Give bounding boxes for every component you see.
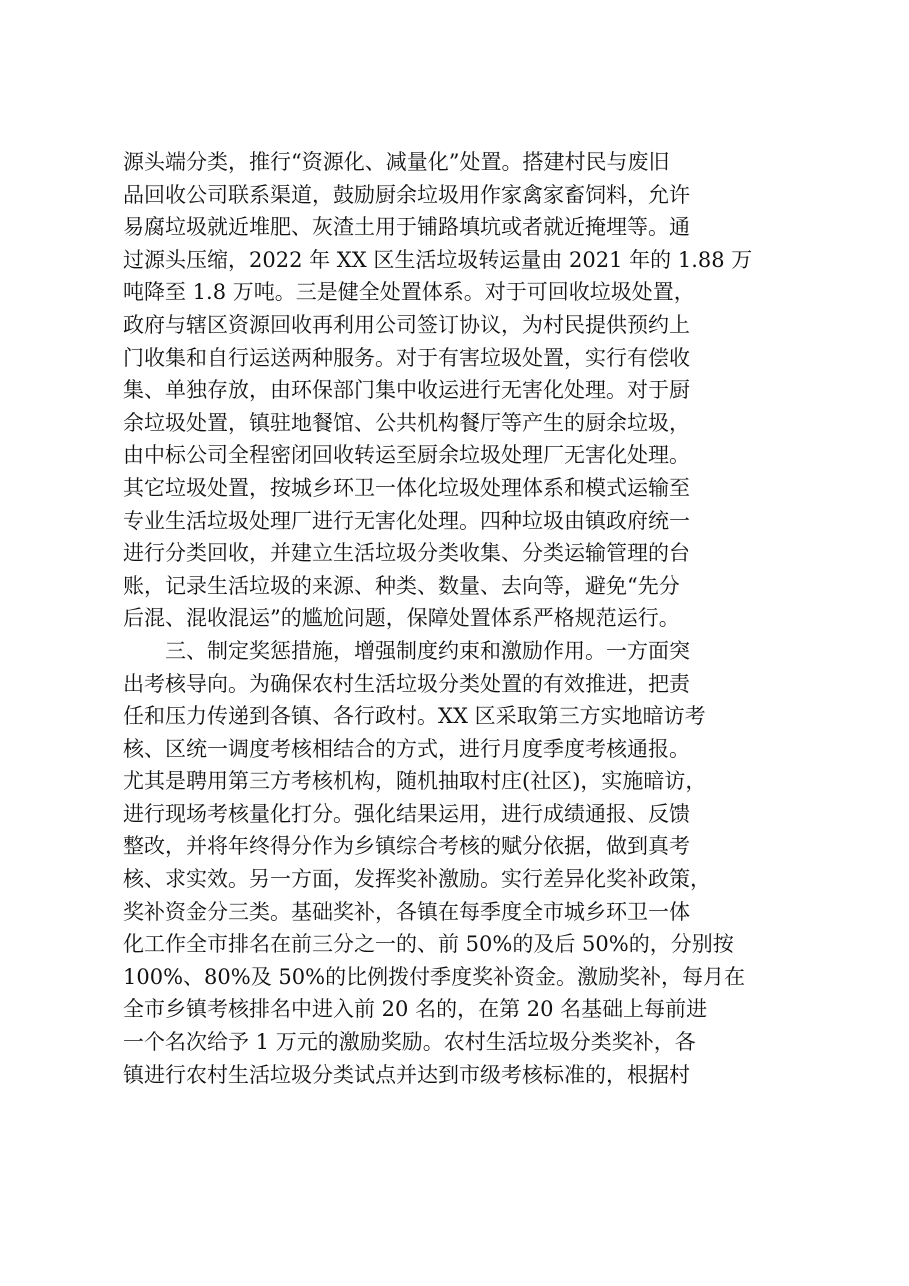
text-line: 门收集和自行运送两种服务。对于有害垃圾处置，实行有偿收	[123, 345, 690, 370]
text-line: 核、求实效。另一方面，发挥奖补激励。实行差异化奖补政策，	[123, 867, 711, 892]
text-line: 进行现场考核量化打分。强化结果运用，进行成绩通报、反馈	[123, 801, 690, 826]
text-line: 专业生活垃圾处理厂进行无害化处理。四种垃圾由镇政府统一	[123, 508, 690, 533]
text-line: 由中标公司全程密闭回收转运至厨余垃圾处理厂无害化处理。	[123, 443, 690, 468]
text-line: 出考核导向。为确保农村生活垃圾分类处置的有效推进，把责	[123, 671, 690, 696]
text-line: 尤其是聘用第三方考核机构，随机抽取村庄(社区)，实施暗访，	[123, 769, 707, 794]
text-line: 吨降至 1.8 万吨。三是健全处置体系。对于可回收垃圾处置，	[123, 280, 695, 305]
text-line: 全市乡镇考核排名中进入前 20 名的，在第 20 名基础上每前进	[123, 997, 708, 1022]
text-line: 进行分类回收，并建立生活垃圾分类收集、分类运输管理的台	[123, 541, 690, 566]
text-line: 核、区统一调度考核相结合的方式，进行月度季度考核通报。	[123, 736, 690, 761]
text-line: 一个名次给予 1 万元的激励奖励。农村生活垃圾分类奖补，各	[123, 1030, 696, 1055]
text-line: 任和压力传递到各镇、各行政村。XX 区采取第三方实地暗访考	[123, 704, 706, 729]
text-line: 整改，并将年终得分作为乡镇综合考核的赋分依据，做到真考	[123, 834, 690, 859]
text-line: 100%、80%及 50%的比例拨付季度奖补资金。激励奖补，每月在	[123, 964, 746, 989]
text-line: 余垃圾处置，镇驻地餐馆、公共机构餐厅等产生的厨余垃圾，	[123, 410, 690, 435]
text-line: 其它垃圾处置，按城乡环卫一体化垃圾处理体系和模式运输至	[123, 475, 690, 500]
text-line: 过源头压缩，2022 年 XX 区生活垃圾转运量由 2021 年的 1.88 万	[123, 247, 753, 272]
text-line: 品回收公司联系渠道，鼓励厨余垃圾用作家禽家畜饲料，允许	[123, 182, 690, 207]
section-heading-line: 三、制定奖惩措施，增强制度约束和激励作用。一方面突	[165, 638, 690, 663]
text-line: 后混、混收混运”的尴尬问题，保障处置体系严格规范运行。	[123, 606, 680, 631]
body-text	[123, 146, 823, 1091]
text-line: 集、单独存放，由环保部门集中收运进行无害化处理。对于厨	[123, 378, 690, 403]
text-line: 账，记录生活垃圾的来源、种类、数量、去向等，避免“先分	[123, 573, 680, 598]
text-line: 奖补资金分三类。基础奖补，各镇在每季度全市城乡环卫一体	[123, 899, 690, 924]
text-line: 源头端分类，推行“资源化、减量化”处置。搭建村民与废旧	[123, 150, 670, 174]
text-line: 政府与辖区资源回收再利用公司签订协议，为村民提供预约上	[123, 312, 690, 337]
text-line: 易腐垃圾就近堆肥、灰渣土用于铺路填坑或者就近掩埋等。通	[123, 215, 690, 240]
text-line: 化工作全市排名在前三分之一的、前 50%的及后 50%的，分别按	[123, 932, 734, 957]
text-line: 镇进行农村生活垃圾分类试点并达到市级考核标准的，根据村	[123, 1062, 690, 1087]
